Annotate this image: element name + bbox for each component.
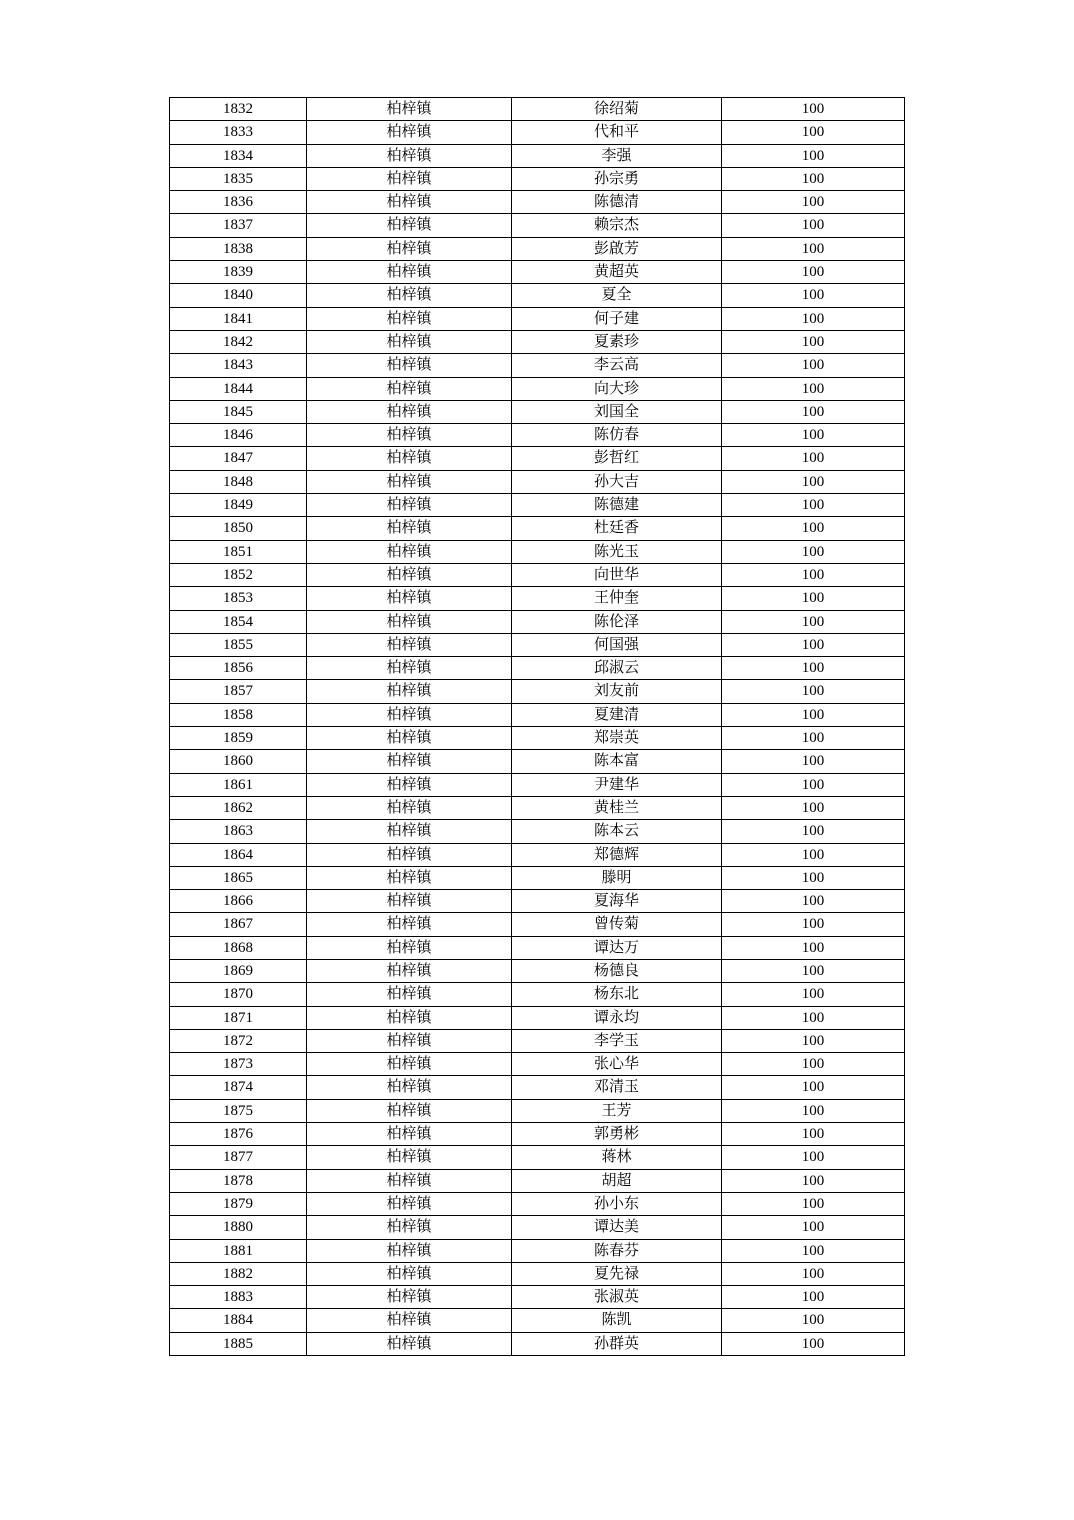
table-row <box>170 727 905 750</box>
table-cell-score: 100 <box>722 913 905 936</box>
table-cell-name: 尹建华 <box>512 773 722 796</box>
table-cell-name: 滕明 <box>512 866 722 889</box>
table-cell-score: 100 <box>722 563 905 586</box>
table-row <box>170 237 905 260</box>
table-cell-id: 1878 <box>170 1169 307 1192</box>
table-cell-score: 100 <box>722 1262 905 1285</box>
table-cell-name: 夏海华 <box>512 890 722 913</box>
table-cell-id: 1840 <box>170 284 307 307</box>
table-row <box>170 517 905 540</box>
table-cell-score: 100 <box>722 494 905 517</box>
table-cell-score: 100 <box>722 1216 905 1239</box>
table-cell-score: 100 <box>722 820 905 843</box>
table-row <box>170 587 905 610</box>
table-cell-score: 100 <box>722 890 905 913</box>
table-cell-score: 100 <box>722 540 905 563</box>
table-cell-id: 1868 <box>170 936 307 959</box>
table-cell-town: 柏梓镇 <box>307 540 512 563</box>
table-cell-score: 100 <box>722 121 905 144</box>
table-cell-id: 1851 <box>170 540 307 563</box>
table-cell-score: 100 <box>722 144 905 167</box>
table-cell-score: 100 <box>722 727 905 750</box>
table-cell-id: 1833 <box>170 121 307 144</box>
table-cell-town: 柏梓镇 <box>307 610 512 633</box>
table-cell-town: 柏梓镇 <box>307 1332 512 1355</box>
table-body <box>170 98 905 1356</box>
table-cell-name: 向大珍 <box>512 377 722 400</box>
table-row <box>170 1123 905 1146</box>
table-cell-id: 1854 <box>170 610 307 633</box>
table-cell-name: 刘国全 <box>512 400 722 423</box>
table-cell-town: 柏梓镇 <box>307 424 512 447</box>
table-cell-score: 100 <box>722 587 905 610</box>
table-row <box>170 307 905 330</box>
table-row <box>170 261 905 284</box>
table-cell-town: 柏梓镇 <box>307 167 512 190</box>
table-row <box>170 1053 905 1076</box>
table-cell-name: 张淑英 <box>512 1286 722 1309</box>
table-cell-town: 柏梓镇 <box>307 1053 512 1076</box>
table-cell-town: 柏梓镇 <box>307 936 512 959</box>
table-cell-town: 柏梓镇 <box>307 890 512 913</box>
table-cell-score: 100 <box>722 284 905 307</box>
table-cell-score: 100 <box>722 330 905 353</box>
table-cell-score: 100 <box>722 354 905 377</box>
table-cell-town: 柏梓镇 <box>307 1239 512 1262</box>
table-cell-id: 1884 <box>170 1309 307 1332</box>
table-cell-town: 柏梓镇 <box>307 1076 512 1099</box>
table-cell-name: 郑德辉 <box>512 843 722 866</box>
table-row <box>170 820 905 843</box>
table-cell-name: 夏全 <box>512 284 722 307</box>
table-row <box>170 983 905 1006</box>
table-cell-town: 柏梓镇 <box>307 587 512 610</box>
table-row <box>170 1216 905 1239</box>
table-cell-score: 100 <box>722 657 905 680</box>
table-cell-town: 柏梓镇 <box>307 144 512 167</box>
table-cell-id: 1844 <box>170 377 307 400</box>
table-cell-name: 郭勇彬 <box>512 1123 722 1146</box>
table-cell-name: 黄超英 <box>512 261 722 284</box>
table-cell-id: 1881 <box>170 1239 307 1262</box>
table-row <box>170 796 905 819</box>
table-row <box>170 610 905 633</box>
table-cell-id: 1850 <box>170 517 307 540</box>
table-cell-score: 100 <box>722 517 905 540</box>
table-cell-name: 陈春芬 <box>512 1239 722 1262</box>
table-cell-town: 柏梓镇 <box>307 727 512 750</box>
table-cell-id: 1882 <box>170 1262 307 1285</box>
table-cell-score: 100 <box>722 633 905 656</box>
table-cell-id: 1852 <box>170 563 307 586</box>
table-cell-id: 1861 <box>170 773 307 796</box>
table-cell-name: 何国强 <box>512 633 722 656</box>
table-cell-score: 100 <box>722 1286 905 1309</box>
table-cell-name: 杜廷香 <box>512 517 722 540</box>
table-cell-name: 黄桂兰 <box>512 796 722 819</box>
table-cell-score: 100 <box>722 796 905 819</box>
table-cell-id: 1834 <box>170 144 307 167</box>
table-row <box>170 703 905 726</box>
table-cell-town: 柏梓镇 <box>307 1286 512 1309</box>
table-cell-town: 柏梓镇 <box>307 843 512 866</box>
table-cell-score: 100 <box>722 167 905 190</box>
table-cell-name: 郑崇英 <box>512 727 722 750</box>
table-cell-id: 1872 <box>170 1029 307 1052</box>
table-cell-score: 100 <box>722 237 905 260</box>
table-cell-name: 代和平 <box>512 121 722 144</box>
table-row <box>170 470 905 493</box>
table-cell-town: 柏梓镇 <box>307 237 512 260</box>
table-cell-name: 邓清玉 <box>512 1076 722 1099</box>
table-row <box>170 121 905 144</box>
table-cell-name: 陈伦泽 <box>512 610 722 633</box>
table-cell-town: 柏梓镇 <box>307 866 512 889</box>
table-cell-id: 1838 <box>170 237 307 260</box>
table-cell-id: 1832 <box>170 98 307 121</box>
table-cell-town: 柏梓镇 <box>307 703 512 726</box>
table-row <box>170 377 905 400</box>
table-row <box>170 1262 905 1285</box>
table-cell-town: 柏梓镇 <box>307 563 512 586</box>
table-cell-name: 张心华 <box>512 1053 722 1076</box>
table-cell-name: 王仲奎 <box>512 587 722 610</box>
table-cell-id: 1846 <box>170 424 307 447</box>
table-row <box>170 1076 905 1099</box>
table-cell-id: 1853 <box>170 587 307 610</box>
table-cell-town: 柏梓镇 <box>307 330 512 353</box>
table-cell-score: 100 <box>722 680 905 703</box>
table-cell-town: 柏梓镇 <box>307 354 512 377</box>
table-cell-id: 1874 <box>170 1076 307 1099</box>
table-cell-id: 1871 <box>170 1006 307 1029</box>
table-row <box>170 447 905 470</box>
table-cell-id: 1859 <box>170 727 307 750</box>
table-cell-name: 孙宗勇 <box>512 167 722 190</box>
table-cell-town: 柏梓镇 <box>307 1192 512 1215</box>
table-cell-name: 孙群英 <box>512 1332 722 1355</box>
table-cell-town: 柏梓镇 <box>307 494 512 517</box>
table-cell-town: 柏梓镇 <box>307 1099 512 1122</box>
table-row <box>170 1239 905 1262</box>
table-row <box>170 540 905 563</box>
table-row <box>170 890 905 913</box>
table-cell-id: 1869 <box>170 959 307 982</box>
table-cell-name: 谭达万 <box>512 936 722 959</box>
table-cell-score: 100 <box>722 191 905 214</box>
table-row <box>170 191 905 214</box>
table-cell-name: 夏建清 <box>512 703 722 726</box>
table-cell-town: 柏梓镇 <box>307 1169 512 1192</box>
table-row <box>170 680 905 703</box>
table-cell-id: 1848 <box>170 470 307 493</box>
table-cell-name: 陈光玉 <box>512 540 722 563</box>
table-cell-id: 1877 <box>170 1146 307 1169</box>
table-row <box>170 563 905 586</box>
table-cell-score: 100 <box>722 447 905 470</box>
table-cell-score: 100 <box>722 424 905 447</box>
table-cell-id: 1836 <box>170 191 307 214</box>
table-row <box>170 284 905 307</box>
table-cell-name: 陈凯 <box>512 1309 722 1332</box>
table-cell-id: 1870 <box>170 983 307 1006</box>
table-cell-town: 柏梓镇 <box>307 284 512 307</box>
table-cell-name: 陈德清 <box>512 191 722 214</box>
table-row <box>170 750 905 773</box>
table-cell-score: 100 <box>722 1192 905 1215</box>
table-cell-town: 柏梓镇 <box>307 657 512 680</box>
table-cell-name: 陈本云 <box>512 820 722 843</box>
table-row <box>170 494 905 517</box>
table-cell-id: 1883 <box>170 1286 307 1309</box>
table-cell-town: 柏梓镇 <box>307 121 512 144</box>
table-cell-score: 100 <box>722 214 905 237</box>
table-cell-town: 柏梓镇 <box>307 633 512 656</box>
table-cell-score: 100 <box>722 750 905 773</box>
table-cell-score: 100 <box>722 1309 905 1332</box>
table-cell-id: 1862 <box>170 796 307 819</box>
table-cell-id: 1858 <box>170 703 307 726</box>
table-cell-town: 柏梓镇 <box>307 820 512 843</box>
table-cell-town: 柏梓镇 <box>307 983 512 1006</box>
table-cell-town: 柏梓镇 <box>307 1309 512 1332</box>
table-row <box>170 843 905 866</box>
table-row <box>170 144 905 167</box>
table-cell-id: 1843 <box>170 354 307 377</box>
table-cell-town: 柏梓镇 <box>307 959 512 982</box>
table-cell-town: 柏梓镇 <box>307 913 512 936</box>
table-row <box>170 354 905 377</box>
table-cell-id: 1857 <box>170 680 307 703</box>
table-cell-score: 100 <box>722 1006 905 1029</box>
table-cell-score: 100 <box>722 400 905 423</box>
table-cell-score: 100 <box>722 470 905 493</box>
table-row <box>170 330 905 353</box>
table-cell-id: 1873 <box>170 1053 307 1076</box>
table-cell-score: 100 <box>722 307 905 330</box>
table-cell-town: 柏梓镇 <box>307 517 512 540</box>
table-cell-name: 李学玉 <box>512 1029 722 1052</box>
table-cell-town: 柏梓镇 <box>307 377 512 400</box>
table-cell-name: 赖宗杰 <box>512 214 722 237</box>
table-cell-id: 1865 <box>170 866 307 889</box>
table-row <box>170 424 905 447</box>
table-cell-score: 100 <box>722 866 905 889</box>
table-cell-town: 柏梓镇 <box>307 680 512 703</box>
table-cell-town: 柏梓镇 <box>307 98 512 121</box>
table-row <box>170 866 905 889</box>
table-cell-town: 柏梓镇 <box>307 1029 512 1052</box>
table-cell-town: 柏梓镇 <box>307 191 512 214</box>
table-row <box>170 400 905 423</box>
table-cell-name: 孙大吉 <box>512 470 722 493</box>
table-cell-town: 柏梓镇 <box>307 1262 512 1285</box>
table-cell-name: 邱淑云 <box>512 657 722 680</box>
table-row <box>170 913 905 936</box>
table-row <box>170 1192 905 1215</box>
table-row <box>170 98 905 121</box>
table-row <box>170 1309 905 1332</box>
table-row <box>170 214 905 237</box>
table-cell-name: 陈德建 <box>512 494 722 517</box>
table-cell-score: 100 <box>722 936 905 959</box>
table-cell-id: 1855 <box>170 633 307 656</box>
table-cell-name: 夏素珍 <box>512 330 722 353</box>
table-cell-score: 100 <box>722 1169 905 1192</box>
table-cell-id: 1842 <box>170 330 307 353</box>
table-cell-id: 1835 <box>170 167 307 190</box>
table-row <box>170 1332 905 1355</box>
table-cell-id: 1867 <box>170 913 307 936</box>
table-cell-name: 陈仿春 <box>512 424 722 447</box>
table-cell-id: 1860 <box>170 750 307 773</box>
table-cell-score: 100 <box>722 703 905 726</box>
roster-table <box>169 97 905 1356</box>
table-cell-id: 1879 <box>170 1192 307 1215</box>
table-row <box>170 1029 905 1052</box>
table-cell-score: 100 <box>722 1239 905 1262</box>
table-cell-score: 100 <box>722 261 905 284</box>
table-cell-id: 1885 <box>170 1332 307 1355</box>
table-cell-id: 1839 <box>170 261 307 284</box>
table-cell-name: 彭哲红 <box>512 447 722 470</box>
table-cell-town: 柏梓镇 <box>307 214 512 237</box>
table-cell-name: 孙小东 <box>512 1192 722 1215</box>
table-cell-town: 柏梓镇 <box>307 470 512 493</box>
table-cell-id: 1863 <box>170 820 307 843</box>
table-cell-score: 100 <box>722 1332 905 1355</box>
table-row <box>170 1169 905 1192</box>
table-cell-id: 1864 <box>170 843 307 866</box>
table-cell-town: 柏梓镇 <box>307 1216 512 1239</box>
table-row <box>170 1099 905 1122</box>
table-cell-name: 谭永均 <box>512 1006 722 1029</box>
table-row <box>170 633 905 656</box>
table-cell-town: 柏梓镇 <box>307 307 512 330</box>
table-row <box>170 959 905 982</box>
table-cell-id: 1866 <box>170 890 307 913</box>
table-cell-score: 100 <box>722 1099 905 1122</box>
table-cell-name: 胡超 <box>512 1169 722 1192</box>
table-cell-score: 100 <box>722 983 905 1006</box>
table-cell-name: 杨德良 <box>512 959 722 982</box>
table-cell-id: 1856 <box>170 657 307 680</box>
table-cell-name: 彭啟芳 <box>512 237 722 260</box>
table-cell-town: 柏梓镇 <box>307 1123 512 1146</box>
table-cell-town: 柏梓镇 <box>307 261 512 284</box>
table-cell-id: 1876 <box>170 1123 307 1146</box>
table-cell-name: 谭达美 <box>512 1216 722 1239</box>
table-cell-id: 1847 <box>170 447 307 470</box>
table-cell-name: 何子建 <box>512 307 722 330</box>
table-cell-name: 向世华 <box>512 563 722 586</box>
table-cell-name: 徐绍菊 <box>512 98 722 121</box>
table-row <box>170 657 905 680</box>
table-cell-id: 1841 <box>170 307 307 330</box>
table-cell-score: 100 <box>722 773 905 796</box>
table-cell-name: 李强 <box>512 144 722 167</box>
table-cell-town: 柏梓镇 <box>307 447 512 470</box>
table-cell-score: 100 <box>722 843 905 866</box>
table-row <box>170 773 905 796</box>
table-cell-name: 王芳 <box>512 1099 722 1122</box>
table-row <box>170 1006 905 1029</box>
table-cell-town: 柏梓镇 <box>307 796 512 819</box>
table-cell-id: 1880 <box>170 1216 307 1239</box>
table-cell-score: 100 <box>722 959 905 982</box>
table-cell-id: 1849 <box>170 494 307 517</box>
table-cell-id: 1837 <box>170 214 307 237</box>
table-cell-score: 100 <box>722 98 905 121</box>
table-cell-score: 100 <box>722 610 905 633</box>
table-cell-town: 柏梓镇 <box>307 400 512 423</box>
table-cell-id: 1875 <box>170 1099 307 1122</box>
table-cell-name: 陈本富 <box>512 750 722 773</box>
table-cell-name: 曾传菊 <box>512 913 722 936</box>
table-cell-name: 杨东北 <box>512 983 722 1006</box>
table-row <box>170 1146 905 1169</box>
table-cell-town: 柏梓镇 <box>307 773 512 796</box>
table-cell-name: 刘友前 <box>512 680 722 703</box>
table-cell-score: 100 <box>722 1123 905 1146</box>
table-cell-name: 蒋林 <box>512 1146 722 1169</box>
table-row <box>170 936 905 959</box>
table-cell-town: 柏梓镇 <box>307 1006 512 1029</box>
table-row <box>170 167 905 190</box>
table-row <box>170 1286 905 1309</box>
table-cell-town: 柏梓镇 <box>307 750 512 773</box>
table-cell-name: 夏先禄 <box>512 1262 722 1285</box>
table-cell-score: 100 <box>722 1076 905 1099</box>
table-cell-id: 1845 <box>170 400 307 423</box>
table-cell-town: 柏梓镇 <box>307 1146 512 1169</box>
table-cell-score: 100 <box>722 1029 905 1052</box>
table-cell-score: 100 <box>722 1053 905 1076</box>
table-cell-score: 100 <box>722 377 905 400</box>
table-cell-score: 100 <box>722 1146 905 1169</box>
table-cell-name: 李云高 <box>512 354 722 377</box>
